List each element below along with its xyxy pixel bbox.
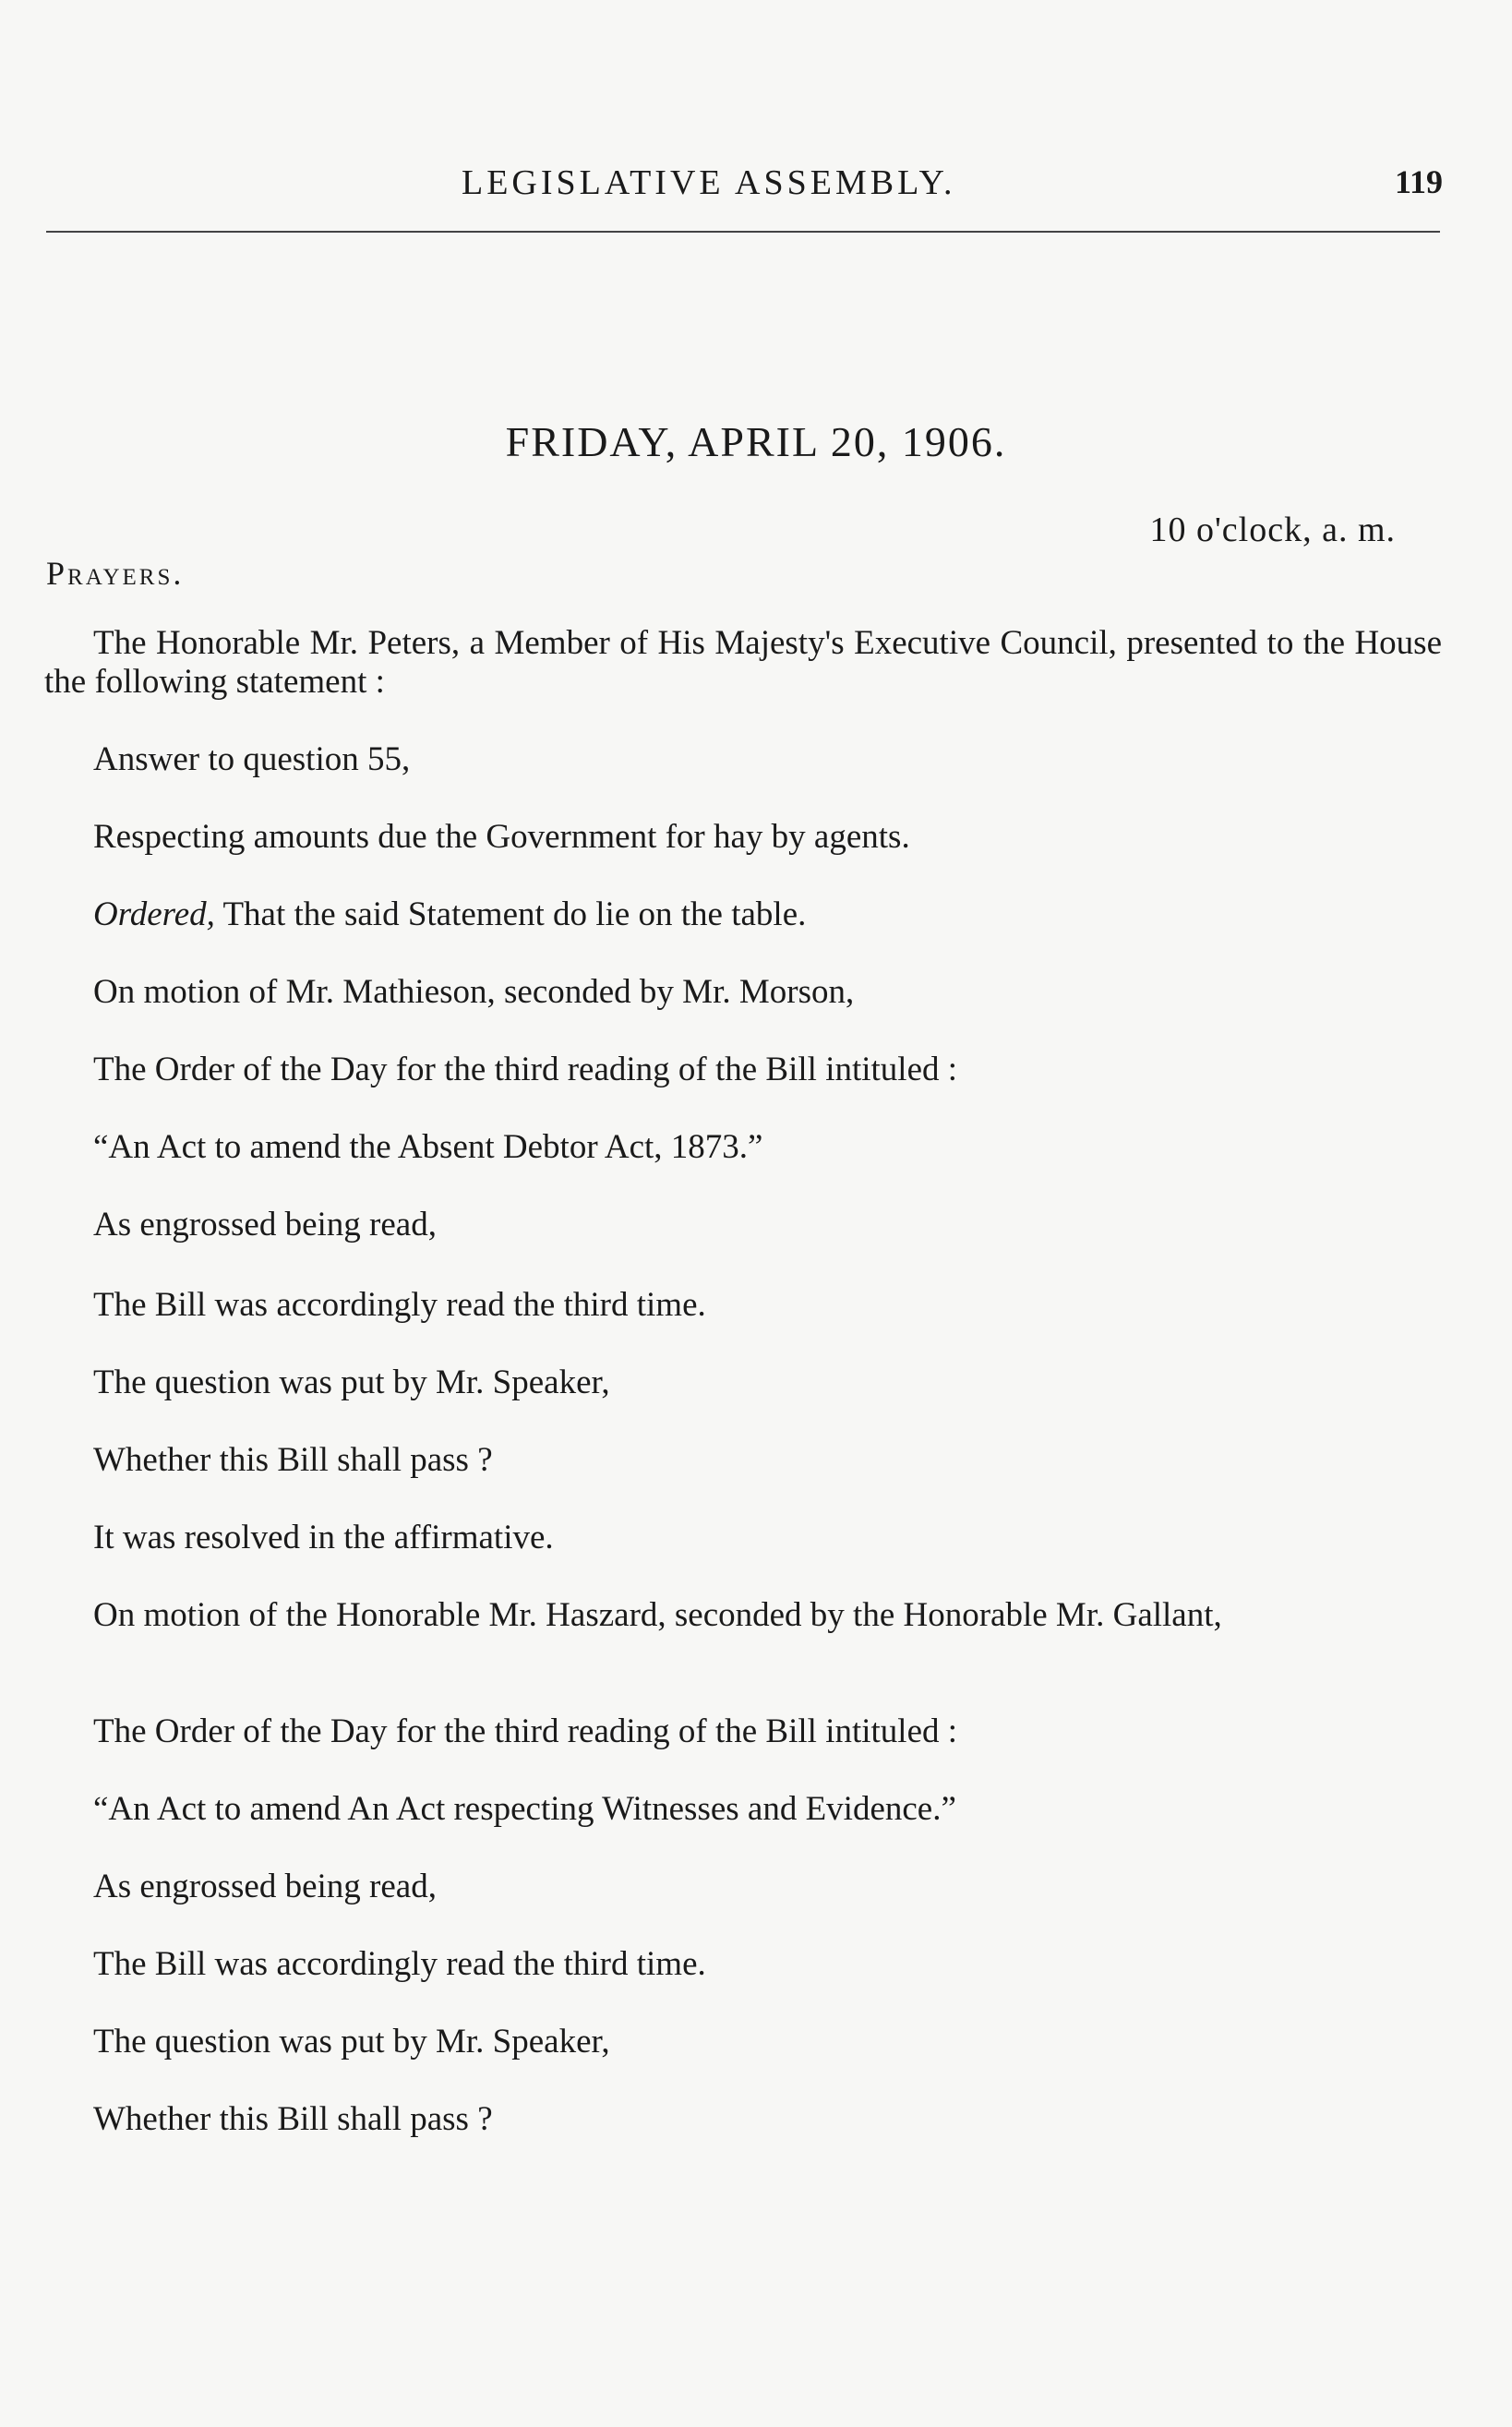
proceedings-body xyxy=(44,624,1442,2178)
paragraph-third-reading-1: The Bill was accordingly read the third time. xyxy=(93,1286,706,1324)
paragraph-order-of-day-1: The Order of the Day for the third reading of the Bill intituled : xyxy=(93,1051,958,1088)
header-rule xyxy=(46,231,1440,233)
running-header xyxy=(0,162,1512,209)
paragraph-engrossed-1: As engrossed being read, xyxy=(93,1206,437,1244)
paragraph-motion-2: On motion of the Honorable Mr. Haszard, seconded by the Honorable Mr. Gallant, xyxy=(93,1596,1222,1634)
ordered-label: Ordered, xyxy=(93,895,215,933)
paragraph-whether-1: Whether this Bill shall pass ? xyxy=(93,1441,493,1479)
running-title: LEGISLATIVE ASSEMBLY. xyxy=(462,163,956,202)
paragraph-answer: Answer to question 55, xyxy=(93,740,411,778)
paragraph-resolved: It was resolved in the affirmative. xyxy=(93,1519,554,1556)
paragraph-engrossed-2: As engrossed being read, xyxy=(93,1868,437,1905)
paragraph-whether-2: Whether this Bill shall pass ? xyxy=(93,2100,493,2138)
sitting-time: 10 o'clock, a. m. xyxy=(1149,511,1396,549)
paragraph-bill-title-1: “An Act to amend the Absent Debtor Act, 1873.” xyxy=(93,1128,763,1166)
paragraph-question-2: The question was put by Mr. Speaker, xyxy=(93,2023,610,2061)
paragraph-respecting: Respecting amounts due the Government for hay by agents. xyxy=(93,818,910,856)
paragraph-third-reading-2: The Bill was accordingly read the third time. xyxy=(93,1945,706,1983)
page-number: 119 xyxy=(1394,163,1443,200)
prayers-heading xyxy=(46,554,184,593)
paragraph-ordered xyxy=(44,895,1442,973)
prayers-label: Prayers. xyxy=(46,555,185,592)
date-heading: FRIDAY, APRIL 20, 1906. xyxy=(505,418,1007,465)
paragraph-motion-1: On motion of Mr. Mathieson, seconded by Mr. Morson, xyxy=(93,973,855,1011)
paragraph-bill-title-2: “An Act to amend An Act respecting Witnesses and Evidence.” xyxy=(93,1790,956,1828)
paragraph-question-1: The question was put by Mr. Speaker, xyxy=(93,1364,610,1401)
paragraph-statement: The Honorable Mr. Peters, a Member of His Majesty's Executive Council, presented to the House the following statement : xyxy=(44,624,1442,701)
paragraph-order-of-day-2: The Order of the Day for the third reading of the Bill intituled : xyxy=(93,1712,958,1750)
ordered-text: That the said Statement do lie on the table. xyxy=(214,895,807,933)
